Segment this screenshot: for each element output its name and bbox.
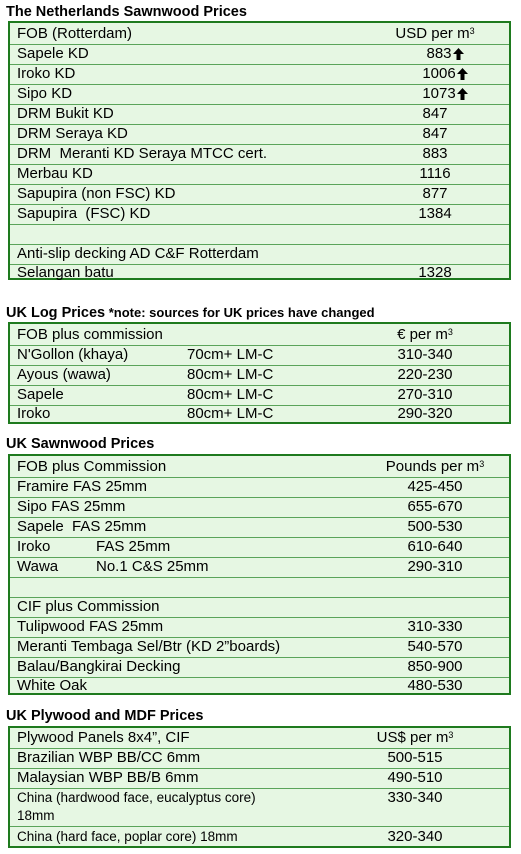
ukply-header-row [10, 728, 509, 748]
uksawn-unit: Pounds per $m^3$ [385, 458, 485, 475]
table-row [10, 497, 509, 517]
table-row [10, 748, 509, 768]
table-row [10, 768, 509, 788]
price-value: 1006 [422, 65, 456, 82]
table-row [10, 144, 509, 164]
table-row [10, 345, 509, 365]
up-arrow-icon [453, 48, 464, 60]
price-cell: 320-340 [387, 828, 443, 845]
product-name: Brazilian WBP BB/CC 6mm [17, 749, 201, 766]
table-row [10, 657, 509, 677]
price-cell: 290-310 [407, 558, 463, 575]
nl-section-title: The Netherlands Sawnwood Prices [6, 4, 247, 20]
price-cell: 490-510 [387, 769, 443, 786]
table-row [10, 788, 509, 826]
price-value: 1073 [422, 85, 456, 102]
spec-cell: FAS 25mm [96, 538, 171, 555]
ukply-section-title: UK Plywood and MDF Prices [6, 708, 204, 724]
product-name: Sapele [17, 386, 64, 403]
empty-row [10, 577, 509, 597]
price-cell: 655-670 [407, 498, 463, 515]
product-name: Selangan batu [17, 264, 114, 281]
product-name: Sapele KD [17, 45, 89, 62]
product-name: Sapupira (non FSC) KD [17, 185, 176, 202]
nl-decking-label-row [10, 244, 509, 264]
price-cell: 1116 [419, 165, 451, 182]
table-row [10, 404, 509, 424]
table-row [10, 184, 509, 204]
table-row [10, 84, 509, 104]
product-name: Balau/Bangkirai Decking [17, 658, 181, 675]
product-name: Iroko KD [17, 65, 76, 82]
uklog-header-row [10, 325, 509, 345]
price-value: 883 [426, 45, 452, 62]
empty-row [10, 224, 509, 244]
uklog-price-table [8, 322, 511, 424]
product-name: Iroko [17, 538, 51, 555]
price-cell: 330-340 [387, 789, 443, 806]
spec-cell: No.1 C&S 25mm [96, 558, 209, 575]
price-cell [360, 44, 510, 64]
uklog-note: *note: sources for UK prices have changed [105, 305, 375, 320]
product-name: Wawa [17, 558, 59, 575]
price-cell: 480-530 [407, 677, 463, 694]
price-cell: 310-340 [397, 346, 453, 363]
price-cell: 1328 [418, 264, 452, 281]
price-cell: 500-530 [407, 518, 463, 535]
table-row [10, 124, 509, 144]
table-row [10, 104, 509, 124]
table-row [10, 204, 509, 224]
price-cell [360, 84, 510, 104]
uklog-section-title: UK Log Prices *note: sources for UK prices have changed [6, 305, 375, 321]
table-row [10, 164, 509, 184]
table-row [10, 637, 509, 657]
product-name: Malaysian WBP BB/B 6mm [17, 769, 199, 786]
product-name: China (hard face, poplar core) 18mm [17, 829, 238, 844]
product-name: White Oak [17, 677, 88, 694]
table-row [10, 617, 509, 637]
product-name: DRM Bukit KD [17, 105, 114, 122]
table-row [10, 44, 509, 64]
uksawn-header-row [10, 457, 509, 477]
price-cell: 540-570 [407, 638, 463, 655]
product-name: Framire FAS 25mm [17, 478, 148, 495]
price-cell: 883 [422, 145, 448, 162]
product-name: Meranti Tembaga Sel/Btr (KD 2”boards) [17, 638, 281, 655]
table-row [10, 557, 509, 577]
uklog-header-label: FOB plus commission [17, 326, 163, 343]
table-row [10, 477, 509, 497]
product-name: Merbau KD [17, 165, 93, 182]
price-cell: 220-230 [397, 366, 453, 383]
price-cell: 290-320 [397, 405, 453, 422]
product-name: Sipo KD [17, 85, 73, 102]
price-cell: 850-900 [407, 658, 463, 675]
price-cell: 500-515 [387, 749, 443, 766]
product-name: Tulipwood FAS 25mm [17, 618, 164, 635]
spec-cell: 80cm+ LM-C [187, 405, 274, 422]
product-name: N'Gollon (khaya) [17, 346, 129, 363]
product-name: China (hardwood face, eucalyptus core) 18mm [17, 790, 256, 823]
up-arrow-icon [457, 68, 468, 80]
table-row [10, 263, 509, 283]
price-cell: 310-330 [407, 618, 463, 635]
table-row [10, 537, 509, 557]
spec-cell: 80cm+ LM-C [187, 366, 274, 383]
decking-label: Anti-slip decking AD C&F Rotterdam [17, 245, 259, 262]
table-row [10, 827, 509, 847]
spec-cell: 70cm+ LM-C [187, 346, 274, 363]
uklog-unit: € per $m^3$ [397, 326, 453, 343]
ukply-unit: US$ per $m^3$ [376, 729, 454, 746]
ukply-header-label: Plywood Panels 8x4”, CIF [17, 729, 190, 746]
product-name: Sipo FAS 25mm [17, 498, 126, 515]
price-cell: 610-640 [407, 538, 463, 555]
price-cell: 847 [422, 125, 448, 142]
uksawn-price-table [8, 454, 511, 695]
price-cell: 270-310 [397, 386, 453, 403]
table-row [10, 676, 509, 696]
nl-header-row [10, 24, 509, 44]
product-name: Ayous (wawa) [17, 366, 111, 383]
table-row [10, 365, 509, 385]
product-name: Sapupira (FSC) KD [17, 205, 151, 222]
price-cell: 847 [422, 105, 448, 122]
product-name: Sapele FAS 25mm [17, 518, 147, 535]
spec-cell: 80cm+ LM-C [187, 386, 274, 403]
cif-label: CIF plus Commission [17, 598, 160, 615]
table-row [10, 517, 509, 537]
uksawn-cif-label-row [10, 597, 509, 617]
product-name: Iroko [17, 405, 51, 422]
up-arrow-icon [457, 88, 468, 100]
price-cell: 425-450 [407, 478, 463, 495]
uksawn-section-title: UK Sawnwood Prices [6, 436, 155, 452]
product-name: DRM Seraya KD [17, 125, 128, 142]
nl-unit: USD per $m^3$ [395, 25, 475, 42]
product-name: DRM Meranti KD Seraya MTCC cert. [17, 145, 268, 162]
table-row [10, 64, 509, 84]
uksawn-header-label: FOB plus Commission [17, 458, 167, 475]
price-cell: 1384 [418, 205, 452, 222]
table-row [10, 385, 509, 405]
nl-header-label: FOB (Rotterdam) [17, 25, 133, 42]
price-cell: 877 [422, 185, 448, 202]
price-cell [360, 64, 510, 84]
ukply-price-table [8, 726, 511, 848]
nl-price-table [8, 21, 511, 280]
